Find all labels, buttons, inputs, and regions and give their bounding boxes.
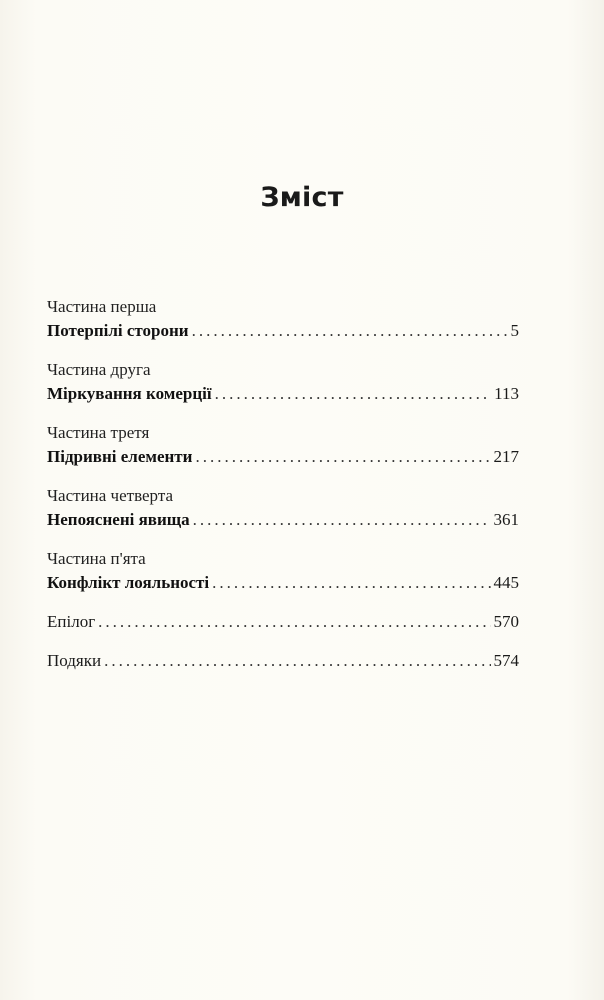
dot-leader bbox=[193, 508, 491, 532]
toc-section-part-4 bbox=[47, 484, 519, 532]
entry-title: Міркування комерції bbox=[47, 384, 212, 403]
page-number: 217 bbox=[493, 447, 519, 466]
dot-leader bbox=[215, 382, 492, 406]
page-number: 361 bbox=[493, 510, 519, 529]
entry-title: Конфлікт лояльності bbox=[47, 573, 210, 592]
entry-title: Підривні елементи bbox=[47, 447, 193, 466]
toc-entry[interactable] bbox=[47, 445, 519, 469]
page-number: 113 bbox=[494, 384, 519, 403]
dot-leader bbox=[104, 649, 490, 673]
toc-entry[interactable] bbox=[47, 319, 519, 343]
toc-entry[interactable] bbox=[47, 382, 519, 406]
toc-section-part-5 bbox=[47, 547, 519, 595]
dot-leader bbox=[195, 445, 490, 469]
page-number: 574 bbox=[493, 651, 519, 670]
page-number: 445 bbox=[493, 573, 519, 592]
dot-leader bbox=[98, 610, 490, 634]
toc-section-acknowledgements bbox=[47, 649, 519, 673]
dot-leader bbox=[192, 319, 508, 343]
entry-title: Подяки bbox=[47, 651, 102, 670]
toc-entry[interactable] bbox=[47, 571, 519, 595]
part-label: Частина друга bbox=[47, 360, 151, 379]
page-number: 570 bbox=[493, 612, 519, 631]
dot-leader bbox=[212, 571, 490, 595]
part-label: Частина перша bbox=[47, 297, 157, 316]
entry-title: Потерпілі сторони bbox=[47, 321, 189, 340]
part-label: Частина четверта bbox=[47, 486, 174, 505]
table-of-contents bbox=[47, 295, 519, 688]
page-number: 5 bbox=[510, 321, 519, 340]
part-label: Частина третя bbox=[47, 423, 150, 442]
entry-title: Непояснені явища bbox=[47, 510, 190, 529]
toc-section-part-1 bbox=[47, 295, 519, 343]
page-title: Зміст bbox=[260, 182, 344, 213]
entry-title: Епілог bbox=[47, 612, 96, 631]
toc-entry[interactable] bbox=[47, 649, 519, 673]
part-label: Частина п'ята bbox=[47, 549, 146, 568]
toc-section-epilogue bbox=[47, 610, 519, 634]
toc-section-part-3 bbox=[47, 421, 519, 469]
toc-entry[interactable] bbox=[47, 610, 519, 634]
toc-entry[interactable] bbox=[47, 508, 519, 532]
toc-section-part-2 bbox=[47, 358, 519, 406]
